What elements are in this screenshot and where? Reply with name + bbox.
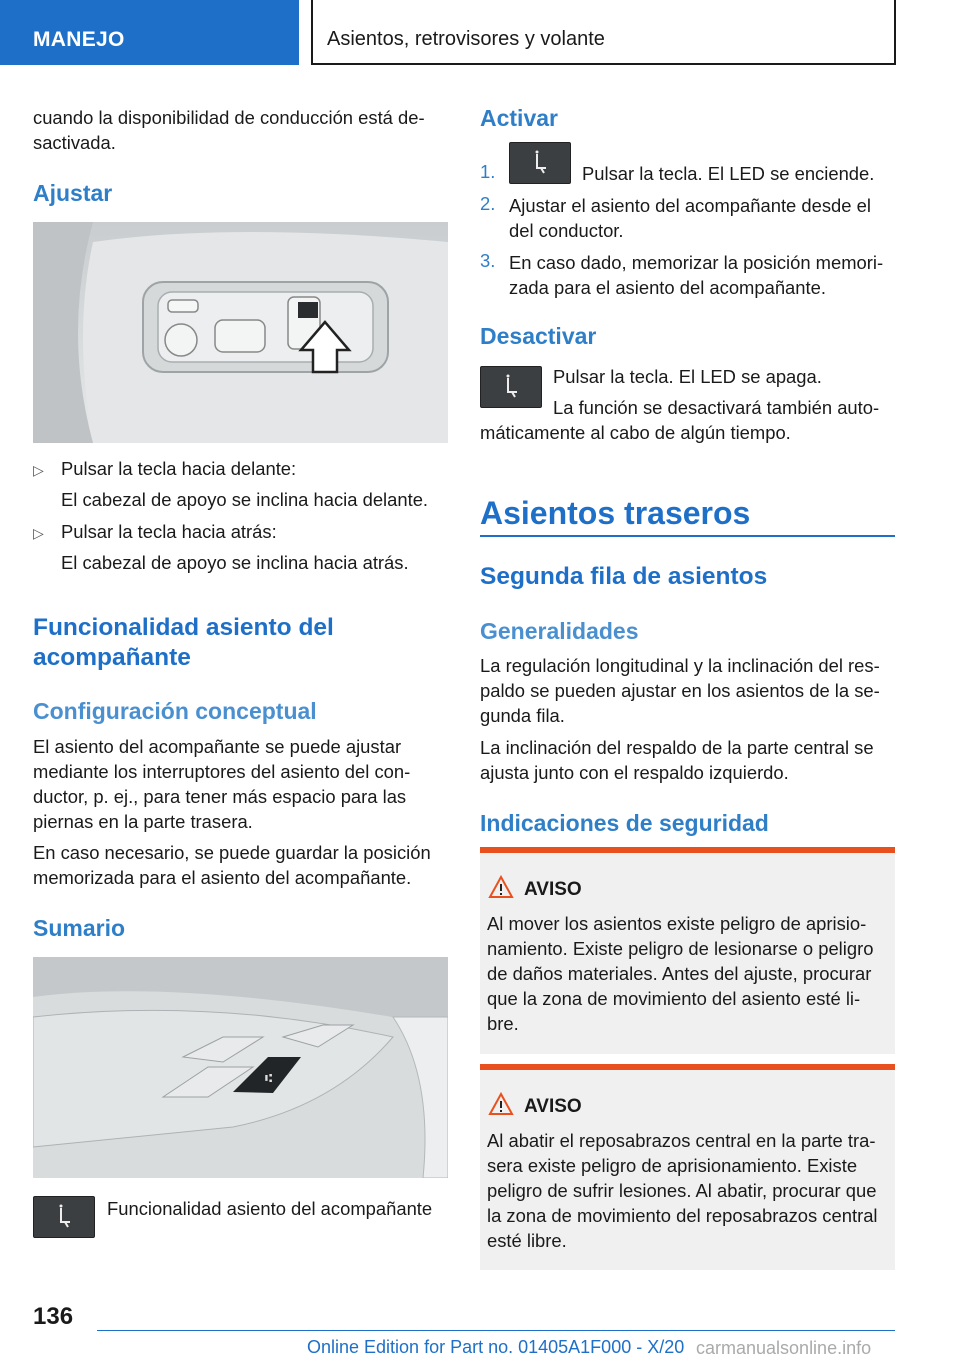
safety-heading: Indicaciones de seguridad [480, 810, 769, 836]
text-line: gunda fila. [480, 705, 565, 726]
seat-symbol-icon [481, 367, 541, 407]
rear-seats-title: Asientos traseros [480, 495, 751, 531]
general-paragraph-2 [480, 735, 898, 785]
passenger-seat-key-icon [509, 142, 571, 184]
warning-title: AVISO [524, 879, 582, 900]
bullet-lead: Pulsar la tecla hacia delante: [61, 458, 297, 479]
armrest-switch-photo [33, 957, 448, 1178]
text-line: del conductor. [509, 220, 624, 241]
text-line: la zona de movimiento del reposabrazos central [487, 1205, 878, 1226]
desactivar-line-1: Pulsar la tecla. El LED se apaga. [553, 366, 822, 387]
text-line: Ajustar el asiento del acompañante desde el [509, 195, 871, 216]
text-line: Al abatir el reposabrazos central en la parte tra- [487, 1130, 876, 1151]
warning-box-1 [480, 847, 895, 1054]
seat-symbol-icon [510, 143, 570, 183]
header-section-label: MANEJO [33, 28, 125, 51]
warning-text [487, 911, 892, 1036]
intro-paragraph [33, 105, 448, 155]
warning-box-2 [480, 1064, 895, 1270]
desactivar-heading: Desactivar [480, 323, 597, 349]
warning-triangle-icon [488, 875, 514, 899]
bullet-sub: El cabezal de apoyo se inclina hacia delante. [61, 489, 429, 510]
footer-rule [97, 1330, 895, 1331]
text-line: piernas en la parte trasera. [33, 811, 253, 832]
footer-edition: Online Edition for Part no. 01405A1F000 - X/20 [307, 1337, 685, 1357]
sumario-heading: Sumario [33, 915, 126, 941]
second-row-heading: Segunda fila de asientos [480, 563, 768, 590]
bullet-item-back [61, 519, 451, 575]
header-chapter-box [311, 0, 896, 65]
step-3-text [509, 250, 899, 300]
step-number: 1. [480, 161, 496, 182]
text-line: que la zona de movimiento del asiento esté li- [487, 988, 861, 1009]
warning-title: AVISO [524, 1096, 582, 1117]
intro-line-1: cuando la disponibilidad de conducción está de- [33, 107, 425, 128]
text-line: En caso dado, memorizar la posición memori- [509, 252, 884, 273]
passenger-seat-key-icon [33, 1196, 95, 1238]
armrest-switch-illustration [33, 957, 448, 1178]
header-section-tab [0, 0, 299, 65]
text-line: ajusta junto con el respaldo izquierdo. [480, 762, 789, 783]
func-heading-line-1: Funcionalidad asiento del [33, 614, 334, 641]
generalidades-heading: Generalidades [480, 618, 639, 644]
config-heading: Configuración conceptual [33, 698, 317, 724]
text-line: zada para el asiento del acompañante. [509, 277, 826, 298]
bullet-triangle-icon: ▷ [33, 462, 44, 478]
config-paragraph-2 [33, 840, 448, 890]
passenger-seat-key-icon [480, 366, 542, 408]
header-chapter-label: Asientos, retrovisores y volante [327, 28, 605, 50]
text-line: El asiento del acompañante se puede ajustar [33, 736, 402, 757]
desactivar-line-2: La función se desactivará también auto- [553, 397, 880, 418]
text-line: peligro de sufrir lesiones. Al abatir, procurar que [487, 1180, 877, 1201]
page-number: 136 [33, 1303, 74, 1330]
text-line: En caso necesario, se puede guardar la posición [33, 842, 431, 863]
warning-text [487, 1128, 892, 1253]
step-2-text [509, 193, 899, 243]
text-line: de daños materiales. Antes del ajuste, procurar [487, 963, 872, 984]
step-1-text: Pulsar la tecla. El LED se enciende. [582, 163, 875, 184]
footer-watermark: carmanualsonline.info [696, 1338, 872, 1358]
text-line: ductor, p. ej., para tener más espacio para las [33, 786, 407, 807]
func-heading-line-2: acompañante [33, 644, 191, 671]
seat-symbol-icon [34, 1197, 94, 1237]
general-paragraph-1 [480, 653, 898, 728]
text-line: namiento. Existe peligro de lesionarse o peligro [487, 938, 874, 959]
text-line: Al mover los asientos existe peligro de aprisio- [487, 913, 867, 934]
bullet-triangle-icon: ▷ [33, 525, 44, 541]
text-line: sera existe peligro de aprisionamiento. Existe [487, 1155, 858, 1176]
text-line: La inclinación del respaldo de la parte central se [480, 737, 874, 758]
activar-heading: Activar [480, 105, 558, 131]
text-line: paldo se pueden ajustar en los asientos de la se- [480, 680, 880, 701]
seat-glyph-icon: ⑆ [265, 1071, 273, 1085]
key-caption: Funcionalidad asiento del acompañante [107, 1198, 433, 1219]
warning-triangle-icon [488, 1092, 514, 1116]
headrest-switch-photo [33, 222, 448, 443]
text-line: La regulación longitudinal y la inclinación del res- [480, 655, 880, 676]
text-line: bre. [487, 1013, 519, 1034]
func-heading [33, 613, 448, 673]
intro-line-2: sactivada. [33, 132, 116, 153]
desactivar-line-3: máticamente al cabo de algún tiempo. [480, 422, 791, 443]
step-number: 2. [480, 193, 496, 214]
bullet-sub: El cabezal de apoyo se inclina hacia atrás. [61, 552, 409, 573]
bullet-lead: Pulsar la tecla hacia atrás: [61, 521, 277, 542]
text-line: mediante los interruptores del asiento del con- [33, 761, 411, 782]
config-paragraph-1 [33, 734, 448, 834]
headrest-switch-illustration [33, 222, 448, 443]
step-number: 3. [480, 250, 496, 271]
ajustar-heading: Ajustar [33, 180, 113, 206]
text-line: esté libre. [487, 1230, 567, 1251]
title-underline [480, 535, 895, 537]
text-line: memorizada para el asiento del acompañante. [33, 867, 412, 888]
bullet-item-forward [61, 456, 451, 512]
